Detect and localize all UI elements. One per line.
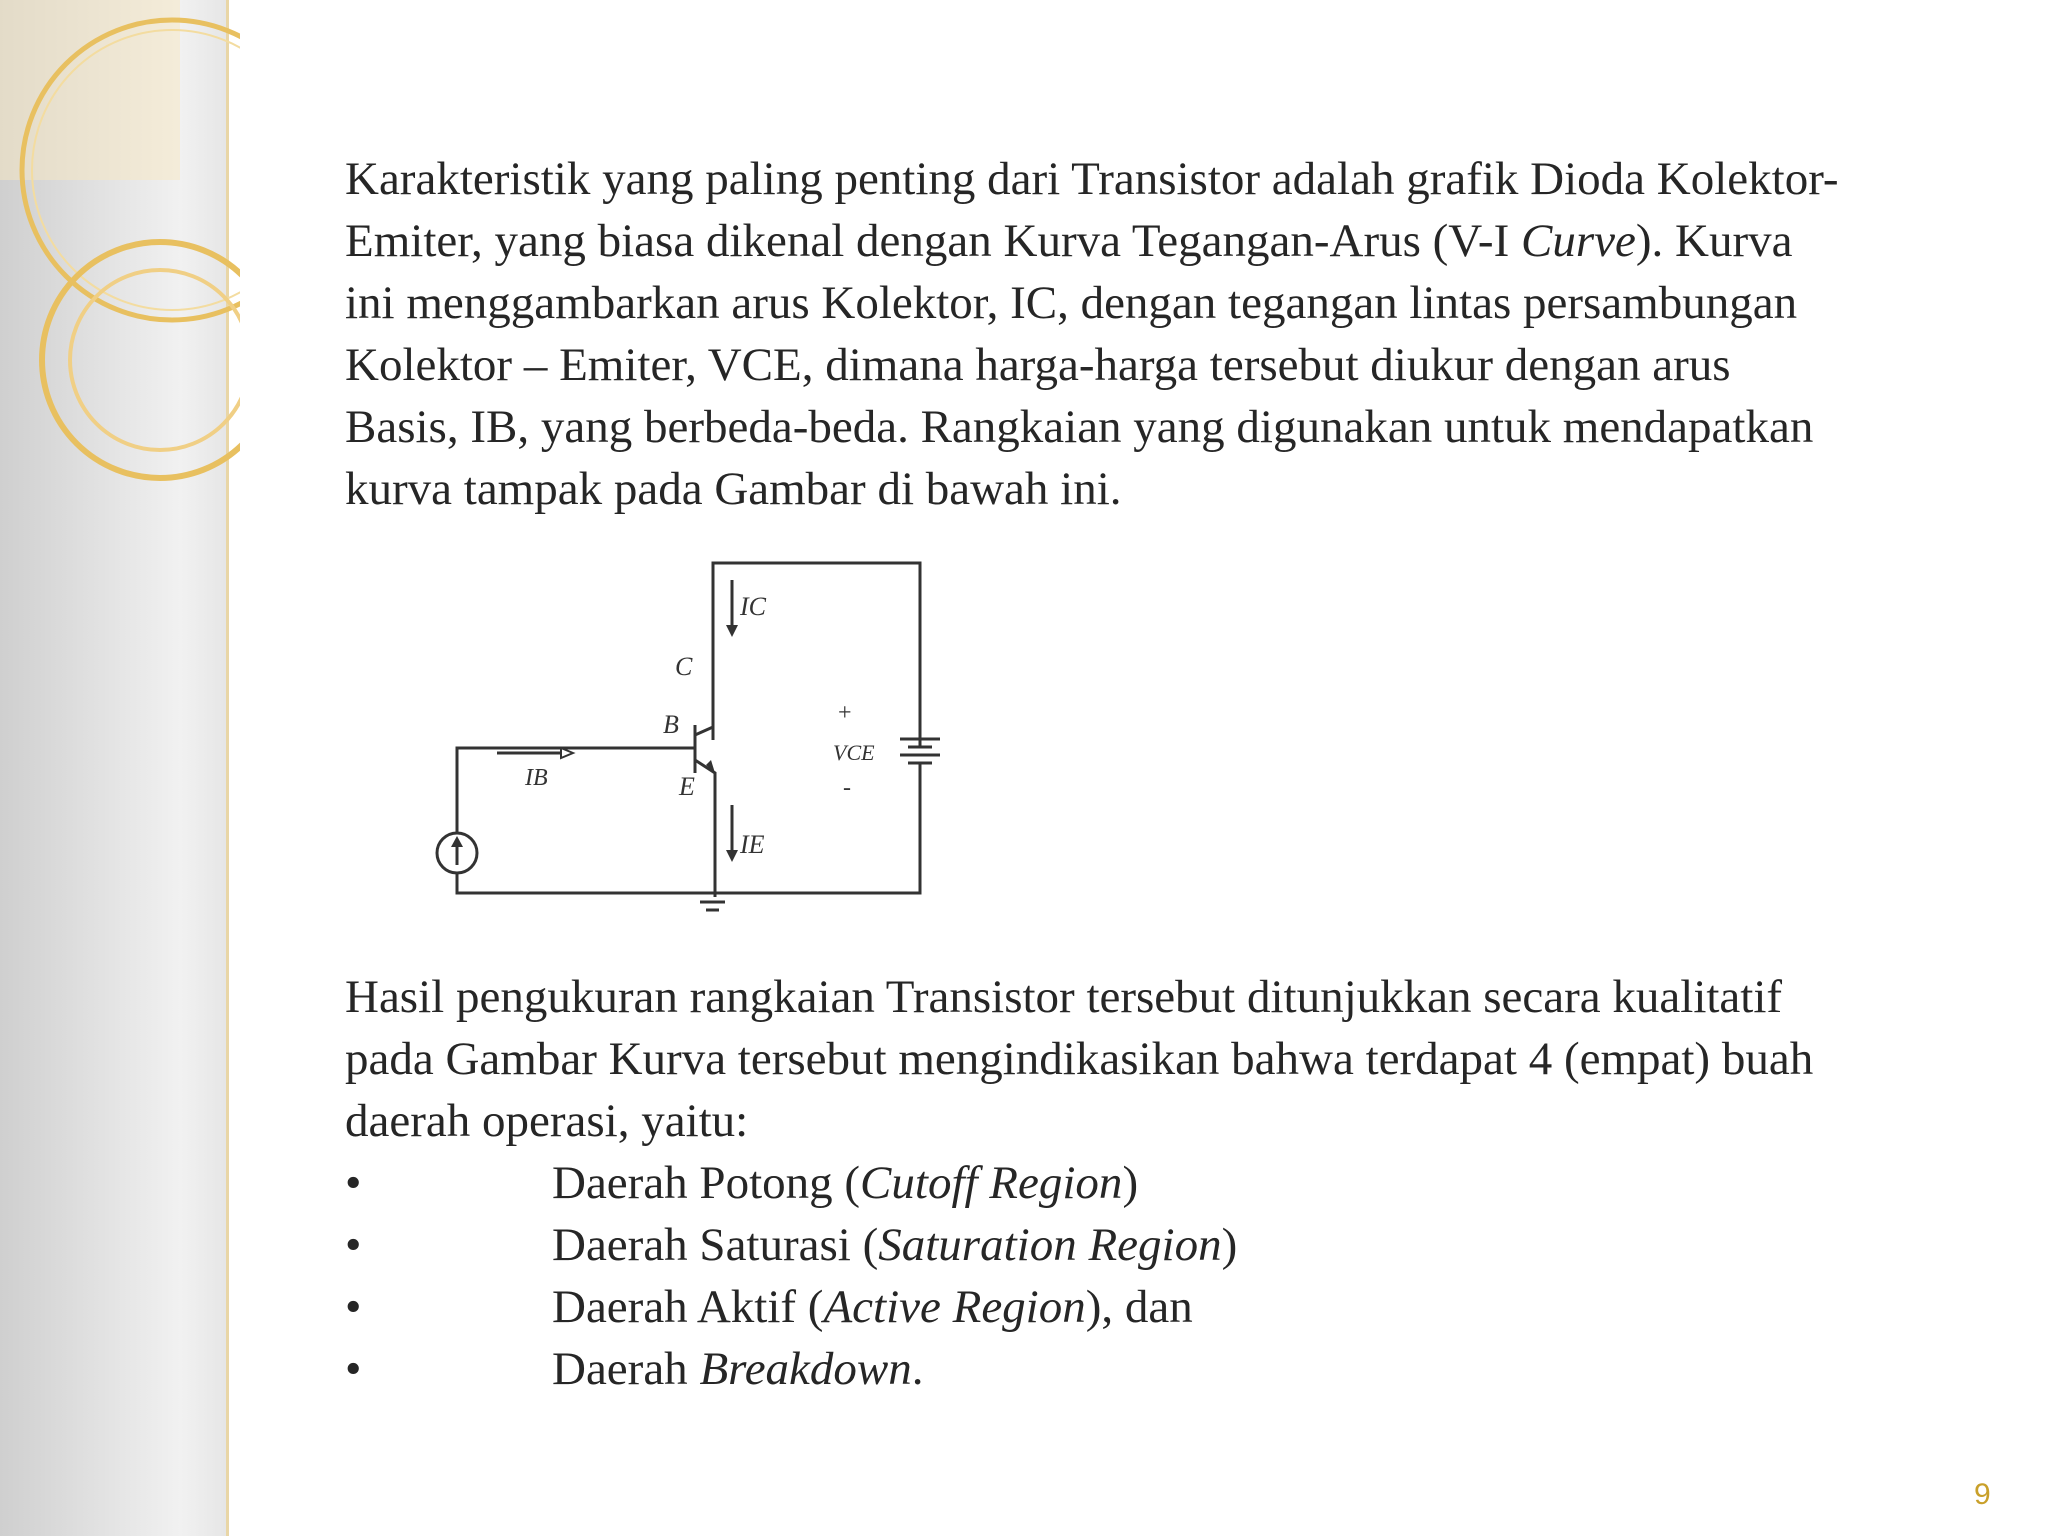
- results-line-2: pada Gambar Kurva tersebut mengindikasikan bahwa terdapat 4 (empat) buah: [345, 1033, 1814, 1085]
- circuit-label-ie: IE: [740, 830, 765, 859]
- circuit-label-c: C: [675, 652, 693, 681]
- results-line-1: Hasil pengukuran rangkaian Transistor tersebut ditunjukkan secara kualitatif: [345, 971, 1783, 1023]
- paragraph-results: [345, 966, 2005, 1400]
- circuit-label-b: B: [663, 710, 679, 739]
- intro-line-2: Emiter, yang biasa dikenal dengan Kurva Tegangan-Arus (V-I Curve). Kurva: [345, 215, 1793, 267]
- circuit-label-plus: +: [838, 700, 852, 726]
- list-item: • Daerah Aktif (Active Region), dan: [345, 1276, 2005, 1338]
- circuit-label-minus: -: [843, 775, 851, 801]
- bullet-symbol: •: [345, 1157, 362, 1209]
- decorative-gold-rings: [0, 0, 240, 560]
- bullet-symbol: •: [345, 1219, 362, 1271]
- circuit-label-vce: VCE: [833, 740, 875, 765]
- bullet-symbol: •: [345, 1281, 362, 1333]
- list-item: • Daerah Saturasi (Saturation Region): [345, 1214, 2005, 1276]
- page-number: 9: [1974, 1478, 1991, 1511]
- intro-line-3: ini menggambarkan arus Kolektor, IC, dengan tegangan lintas persambungan: [345, 277, 1798, 329]
- bullet-symbol: •: [345, 1343, 362, 1395]
- operation-regions-list: [345, 1152, 2005, 1400]
- intro-line-1: Karakteristik yang paling penting dari Transistor adalah grafik Dioda Kolektor-: [345, 153, 1839, 205]
- intro-line-5: Basis, IB, yang berbeda-beda. Rangkaian yang digunakan untuk mendapatkan: [345, 401, 1814, 453]
- circuit-label-ic: IC: [740, 592, 766, 621]
- circuit-label-ib: IB: [525, 765, 548, 791]
- paragraph-intro: [345, 148, 2005, 520]
- transistor-circuit-diagram: [395, 555, 970, 935]
- results-line-3: daerah operasi, yaitu:: [345, 1095, 749, 1147]
- list-item: • Daerah Breakdown.: [345, 1338, 2005, 1400]
- list-item: • Daerah Potong (Cutoff Region): [345, 1152, 2005, 1214]
- circuit-label-e: E: [679, 772, 695, 801]
- intro-italic-curve: Curve: [1521, 215, 1636, 267]
- intro-line-4: Kolektor – Emiter, VCE, dimana harga-harga tersebut diukur dengan arus: [345, 339, 1731, 391]
- intro-line-6: kurva tampak pada Gambar di bawah ini.: [345, 463, 1122, 515]
